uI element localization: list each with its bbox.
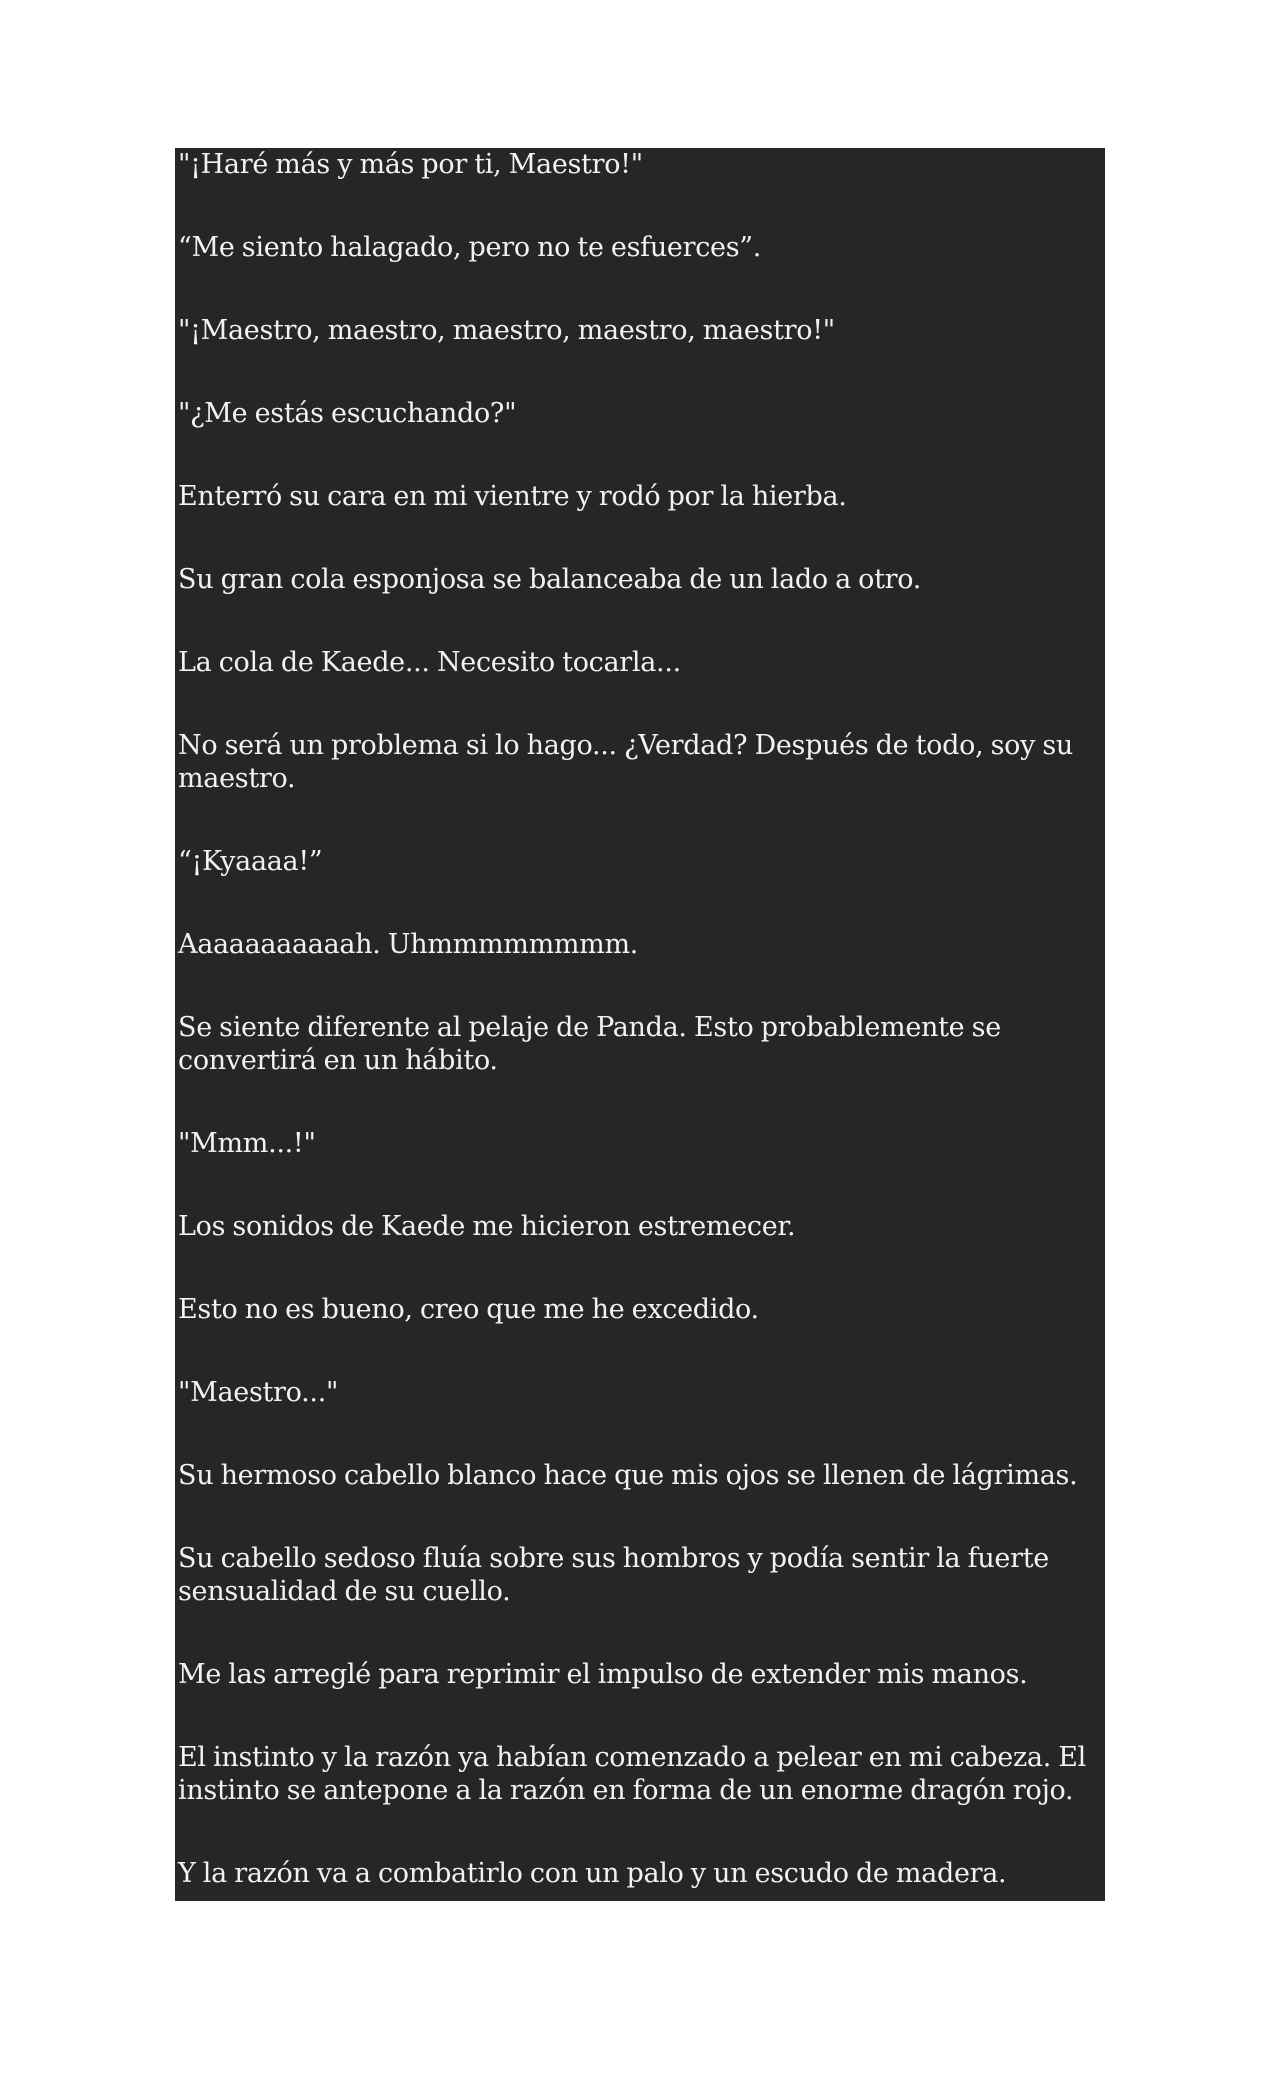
paragraph: No será un problema si lo hago... ¿Verdad? Después de todo, soy su maestro. xyxy=(178,730,1074,794)
paragraph: "Maestro..." xyxy=(178,1377,339,1408)
paragraph: "¡Maestro, maestro, maestro, maestro, maestro!" xyxy=(178,315,835,346)
paragraph: El instinto y la razón ya habían comenzado a pelear en mi cabeza. El instinto se antepone a la razón en forma de un enorme dragón rojo. xyxy=(178,1742,1087,1806)
paragraph: Su cabello sedoso fluía sobre sus hombros y podía sentir la fuerte sensualidad de su cuello. xyxy=(178,1543,1049,1607)
paragraph: Su gran cola esponjosa se balanceaba de un lado a otro. xyxy=(178,564,922,595)
paragraph: Me las arreglé para reprimir el impulso de extender mis manos. xyxy=(178,1659,1028,1690)
paragraph: Aaaaaaaaaaah. Uhmmmmmmmm. xyxy=(178,929,639,960)
paragraph: Su hermoso cabello blanco hace que mis ojos se llenen de lágrimas. xyxy=(178,1460,1078,1491)
paragraph: "¡Haré más y más por ti, Maestro!" xyxy=(178,149,643,180)
paragraph: Esto no es bueno, creo que me he excedido. xyxy=(178,1294,759,1325)
paragraph: "¿Me estás escuchando?" xyxy=(178,398,517,429)
paragraph: Se siente diferente al pelaje de Panda. Esto probablemente se convertirá en un hábito. xyxy=(178,1012,1001,1076)
paragraph: La cola de Kaede... Necesito tocarla... xyxy=(178,647,681,678)
paragraph: "Mmm...!" xyxy=(178,1128,316,1159)
paragraph: “¡Kyaaaa!” xyxy=(178,846,323,877)
paragraph: Los sonidos de Kaede me hicieron estremecer. xyxy=(178,1211,796,1242)
paragraph: Enterró su cara en mi vientre y rodó por la hierba. xyxy=(178,481,847,512)
paragraph: Y la razón va a combatirlo con un palo y un escudo de madera. xyxy=(178,1858,1007,1889)
paragraph: “Me siento halagado, pero no te esfuerces”. xyxy=(178,232,762,263)
dark-text-block xyxy=(175,148,1105,1901)
